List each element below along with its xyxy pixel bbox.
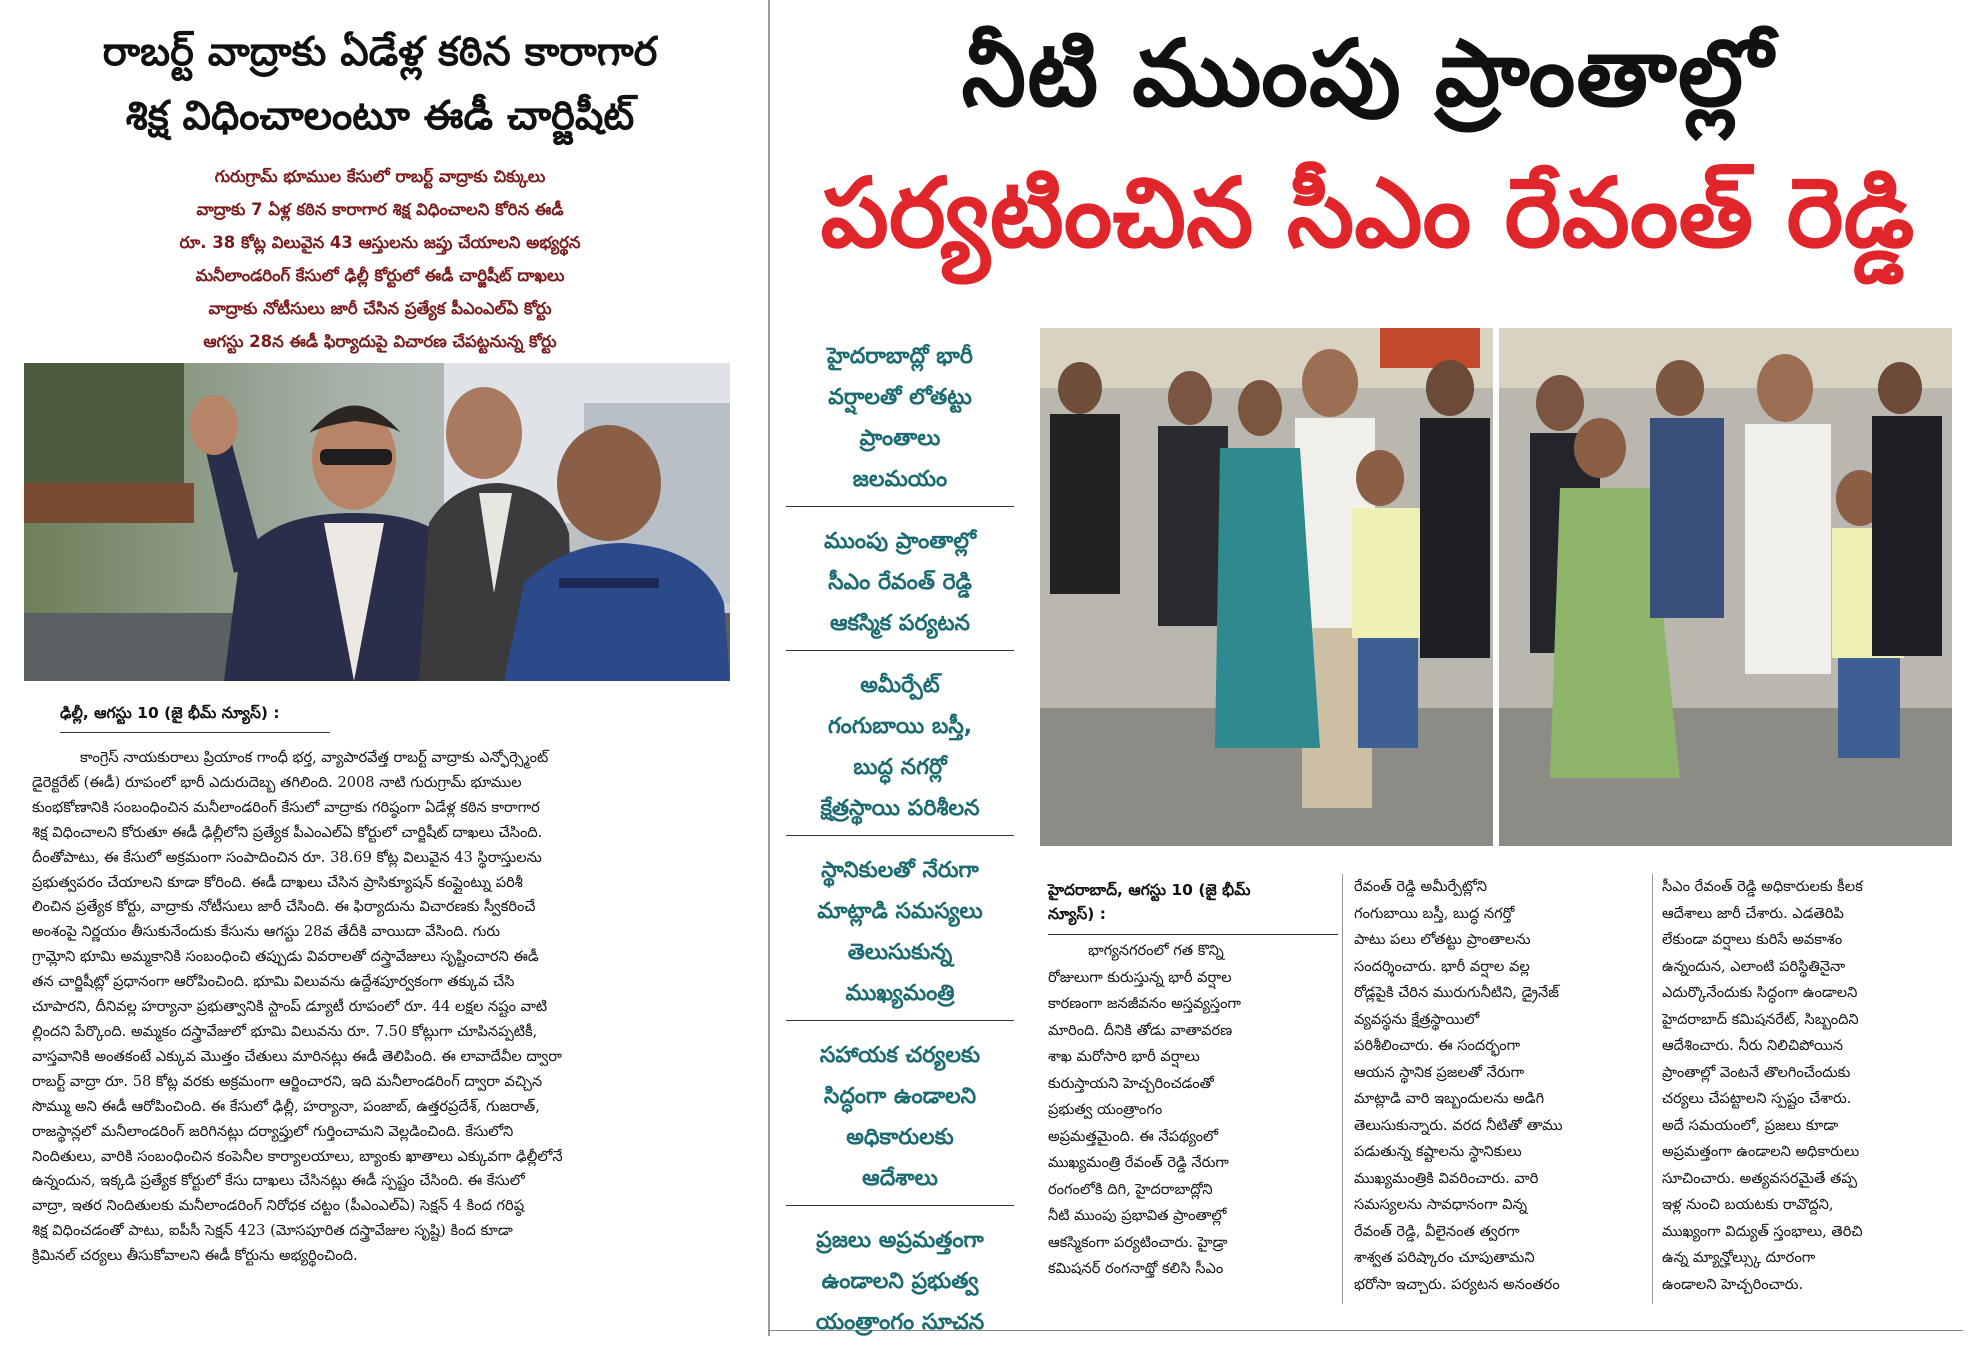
cm-dateline [1048, 878, 1338, 935]
body-line: పడుతున్న కష్టాలను స్థానికులు [1354, 1143, 1522, 1160]
body-line: వాస్తవానికి అంతకంటే ఎక్కువ మొత్తం చేతులు మారినట్లు ఈడీ తెలిపింది. ఈ లావాదేవీల ద్వారా [32, 1047, 562, 1065]
body-line: కమిషనర్ రంగనాథ్తో కలిసి సీఎం [1048, 1260, 1224, 1277]
body-line: సూచించారు. అత్యవసరమైతే తప్ప [1662, 1169, 1858, 1187]
side-point-line: వర్షాలతో లోతట్టు [828, 385, 972, 410]
body-line: శాఖ మరోసారి భారీ వర్షాలు [1048, 1048, 1200, 1065]
side-point-line: గంగుబాయి బస్తీ, [827, 714, 973, 739]
body-line: సొమ్ము అని ఈడీ ఆరోపించింది. ఈ కేసులో ఢిల్లీ, హర్యానా, పంజాబ్, ఉత్తరప్రదేశ్, గుజరాత్, [32, 1097, 540, 1115]
body-line: లేకుండా వర్షాలు కురిసే అవకాశం [1662, 931, 1843, 948]
body-line: తెలుసుకున్నారు. వరద నీటితో తాము [1354, 1116, 1563, 1134]
body-line: ప్రభుత్వ యంత్రాంగం [1048, 1101, 1163, 1118]
body-line: రేవంత్ రెడ్డి, వీలైనంత త్వరగా [1354, 1222, 1520, 1240]
side-point-line: అధికారులకు [846, 1125, 954, 1150]
side-point-line: ఉండాలని ప్రభుత్వ [821, 1269, 979, 1294]
side-point [786, 850, 1014, 1021]
body-line: రోడ్లపైకి చేరిన మురుగునీటిని, డ్రైనేజ్ [1354, 984, 1559, 1001]
side-point [786, 1035, 1014, 1206]
body-line: భరోసా ఇచ్చారు. పర్యటన అనంతరం [1354, 1275, 1560, 1293]
vadra-headline-line: శిక్ష విధించాలంటూ ఈడీ చార్జిషీట్ [125, 93, 635, 139]
body-line: వాద్రా, ఇతర నిందితులకు మనీలాండరింగ్ నిరోధక చట్టం (పీఎంఎల్ఏ) సెక్షన్ 4 కింద గరిష్ఠ [32, 1197, 525, 1215]
side-point-line: తెలుసుకున్న [847, 940, 953, 965]
side-point [786, 521, 1014, 651]
vadra-photo [24, 363, 730, 681]
cm-visit-photo [1040, 328, 1952, 846]
column-divider [768, 0, 770, 1336]
body-line: లించిన ప్రత్యేక కోర్టు, వాద్రాకు నోటీసులు జారీ చేసింది. ఈ ఫిర్యాదును విచారణకు స్వీకరించే [32, 898, 536, 916]
cm-visit-photo-illustration [1040, 328, 1952, 846]
side-point-line: సహాయక చర్యలకు [819, 1043, 981, 1068]
body-line: ఉన్న మ్యాన్హోల్స్కు దూరంగా [1662, 1249, 1816, 1266]
vadra-story [0, 0, 760, 1336]
column-rule [1652, 874, 1653, 1304]
side-point-line: బుద్ధ నగర్లో [853, 755, 947, 780]
side-point-line: ఆదేశాలు [862, 1166, 938, 1191]
side-point-line: సీఎం రేవంత్ రెడ్డి [828, 570, 972, 595]
body-line: ముఖ్యంగా విద్యుత్ స్తంభాలు, తెరిచి [1662, 1222, 1863, 1240]
body-line: అప్రమత్తంగా ఉండాలని అధికారులు [1662, 1143, 1860, 1160]
body-line: ఇళ్ల నుంచి బయటకు రావొద్దని, [1662, 1196, 1834, 1213]
vadra-highlights [60, 160, 700, 358]
body-line: అదే సమయంలో, ప్రజలు కూడా [1662, 1116, 1839, 1134]
side-point-line: ముంపు ప్రాంతాల్లో [824, 529, 976, 554]
body-line: ప్రాంతాల్లో వెంటనే తొలగించేందుకు [1662, 1063, 1851, 1081]
body-line: తన చార్జిషీట్లో ప్రధానంగా ఆరోపించింది. భూమి విలువను ఉద్దేశపూర్వకంగా తక్కువ చేసి [32, 973, 515, 991]
vadra-photo-illustration [24, 363, 730, 681]
body-line: ఉన్నందున, ఎలాంటి పరిస్థితినైనా [1662, 957, 1846, 975]
body-line: చర్యలు చేపట్టాలని స్పష్టం చేశారు. [1662, 1090, 1852, 1107]
body-line: క్రిమినల్ చర్యలు తీసుకోవాలని ఈడీ కోర్టును అభ్యర్థించింది. [32, 1247, 358, 1265]
body-line: గంగుబాయి బస్తీ, బుద్ధ నగర్తో [1354, 904, 1515, 922]
body-line: ప్రభుత్వపరం చేయాలని కూడా కోరింది. ఈడీ దాఖలు చేసిన ప్రాసిక్యూషన్ కంప్లైంట్ను పరిశీ [32, 873, 523, 891]
body-line: కుంభకోణానికి సంబంధించిన మనీలాండరింగ్ కేసులో వాద్రాకు గరిష్ఠంగా ఏడేళ్ల కఠిన కారాగార [32, 798, 540, 816]
cm-body-column-2 [1354, 874, 1644, 1298]
cm-dateline-line: హైదరాబాద్, ఆగస్టు 10 (జై భీమ్ [1048, 881, 1251, 899]
body-line: ఉండాలని హెచ్చరించారు. [1662, 1275, 1804, 1293]
side-point-line: జలమయం [852, 467, 948, 492]
body-line: ముఖ్యమంత్రి రేవంత్ రెడ్డి నేరుగా [1048, 1154, 1229, 1171]
vadra-body [32, 746, 732, 1269]
body-line: దీంతోపాటు, ఈ కేసులో అక్రమంగా సంపాదించిన రూ. 38.69 కోట్ల విలువైన 43 స్థిరాస్తులను [32, 848, 542, 866]
body-line: కారణంగా జనజీవనం అస్తవ్యస్తంగా [1048, 995, 1241, 1012]
highlight-line: రూ. 38 కోట్ల విలువైన 43 ఆస్తులను జప్తు చేయాలని అభ్యర్థన [179, 233, 581, 252]
side-point-line: అమీర్పేట్ [860, 673, 940, 698]
body-line: రంగంలోకి దిగి, హైదరాబాద్లోని [1048, 1180, 1213, 1198]
cm-headline-line1: నీటి ముంపు ప్రాంతాల్లో [961, 20, 1774, 127]
body-line: నీటి ముంపు ప్రభావిత ప్రాంతాల్లో [1048, 1207, 1227, 1224]
body-line: శాశ్వత పరిష్కారం చూపుతామని [1354, 1249, 1535, 1266]
body-line: ఆదేశాలు జారీ చేశారు. ఎడతెరిపి [1662, 904, 1844, 922]
body-line: ఆకస్మికంగా పర్యటించారు. హైడ్రా [1048, 1233, 1228, 1251]
vadra-dateline: ఢిల్లీ, ఆగస్టు 10 (జై భీమ్ న్యూస్) : [60, 704, 330, 733]
side-point-line: సిద్ధంగా ఉండాలని [823, 1084, 977, 1109]
side-point-line: హైదరాబాద్లో భారీ [827, 344, 973, 369]
body-line: మారింది. దీనికి తోడు వాతావరణ [1048, 1021, 1233, 1039]
body-line: ఆదేశించారు. నీరు నిలిచిపోయిన [1662, 1037, 1844, 1054]
body-line: సీఎం రేవంత్ రెడ్డి అధికారులకు కీలక [1662, 878, 1863, 895]
body-line: కాంగ్రెస్ నాయకురాలు ప్రియాంక గాంధీ భర్త, వ్యాపారవేత్త రాబర్ట్ వాద్రాకు ఎన్ఫోర్స్మెంట్ [80, 749, 549, 766]
body-line: రోజులుగా కురుస్తున్న భారీ వర్షాల [1048, 968, 1232, 986]
body-line: పరిశీలించారు. ఈ సందర్భంగా [1354, 1037, 1521, 1054]
body-line: పాటు పలు లోతట్టు ప్రాంతాలను [1354, 931, 1531, 948]
body-line: హైదరాబాద్ కమిషనరేట్, సిబ్బందిని [1662, 1010, 1859, 1028]
side-point-line: ముఖ్యమంత్రి [845, 981, 955, 1006]
body-line: డైరెక్టరేట్ (ఈడీ) రూపంలో భారీ ఎదురుదెబ్బ తగిలింది. 2008 నాటి గురుగ్రామ్ భూముల [32, 773, 522, 791]
body-line: సందర్శించారు. భారీ వర్షాల వల్ల [1354, 957, 1530, 975]
cm-body-column-3 [1662, 874, 1952, 1298]
highlight-line: మనీలాండరింగ్ కేసులో ఢిల్లీ కోర్టులో ఈడీ చార్జిషీట్ దాఖలు [195, 266, 565, 285]
side-point-line: ప్రాంతాలు [859, 426, 941, 451]
highlight-line: వాద్రాకు 7 ఏళ్ల కఠిన కారాగార శిక్ష విధించాలని కోరిన ఈడీ [196, 200, 564, 219]
body-line: ముఖ్యమంత్రికి వివరించారు. వారి [1354, 1169, 1539, 1187]
side-point [786, 1220, 1014, 1349]
column-rule [1342, 874, 1343, 1304]
side-point [786, 665, 1014, 836]
body-line: రాబర్ట్ వాద్రా రూ. 58 కోట్ల వరకు అక్రమంగా ఆర్జించారని, ఇది మనీలాండరింగ్ ద్వారా వచ్చిన [32, 1072, 543, 1090]
body-line: ఆయన స్థానిక ప్రజలతో నేరుగా [1354, 1063, 1525, 1081]
body-line: భాగ్యనగరంలో గత కొన్ని [1088, 942, 1224, 959]
body-line: రేవంత్ రెడ్డి అమీర్పేట్లోని [1354, 878, 1487, 895]
side-point-line: యంత్రాంగం సూచన [815, 1310, 985, 1335]
body-line: నిందితులు, వారికి సంబంధించిన కంపెనీల కార్యాలయాలు, బ్యాంకు ఖాతాలు ఎక్కువగా ఢిల్లీలోనే [32, 1147, 563, 1165]
side-point-line: ప్రజలు అప్రమత్తంగా [816, 1228, 984, 1253]
body-line: శిక్ష విధించాలని కోరుతూ ఈడీ ఢిల్లీలోని ప్రత్యేక పీఎంఎల్ఏ కోర్టులో చార్జిషీట్ దాఖలు చేసింది. [32, 823, 543, 841]
cm-body-column-1 [1048, 938, 1328, 1283]
vadra-headline [12, 20, 748, 148]
side-point-line: ఆకస్మిక పర్యటన [830, 611, 970, 636]
body-line: ల్లిందని పేర్కొంది. అమ్మకం దస్త్రావేజులో భూమి విలువను రూ. 7.50 కోట్లుగా చూపినప్పటికీ, [32, 1022, 538, 1040]
vadra-headline-line: రాబర్ట్ వాద్రాకు ఏడేళ్ల కఠిన కారాగార [102, 29, 658, 75]
cm-dateline-line: న్యూస్) : [1048, 905, 1106, 923]
highlight-line: వాద్రాకు నోటీసులు జారీ చేసిన ప్రత్యేక పీఎంఎల్ఏ కోర్టు [208, 299, 552, 318]
body-line: ఉన్నందున, ఇక్కడి ప్రత్యేక కోర్టులో కేసు దాఖలు చేసినట్లు ఈడీ స్పష్టం చేసింది. ఈ కేసులో [32, 1172, 525, 1190]
cm-side-highlights [786, 336, 1014, 1363]
body-line: అప్రమత్తమైంది. ఈ నేపథ్యంలో [1048, 1127, 1219, 1145]
side-point-line: స్థానికులతో నేరుగా [821, 858, 979, 883]
body-line: శిక్ష విధించడంతో పాటు, ఐపీసీ సెక్షన్ 423 (మోసపూరిత దస్త్రావేజుల సృష్టి) కింద కూడా [32, 1222, 513, 1240]
side-point-line: క్షేత్రస్థాయి పరిశీలన [820, 796, 980, 821]
body-line: ఎదుర్కొనేందుకు సిద్ధంగా ఉండాలని [1662, 984, 1858, 1001]
body-line: మాట్లాడి వారి ఇబ్బందులను అడిగి [1354, 1090, 1545, 1107]
body-line: కురుస్తాయని హెచ్చరించడంతో [1048, 1074, 1214, 1092]
cm-headline-line2: పర్యటించిన సీఎం రేవంత్ రెడ్డి [820, 157, 1915, 269]
body-line: రాజస్థాన్లలో మనీలాండరింగ్ జరిగినట్లు దర్యాప్తులో గుర్తించామని వెల్లడించింది. కేసులోని [32, 1122, 514, 1140]
body-line: సమస్యలను సావధానంగా విన్న [1354, 1196, 1528, 1213]
highlight-line: గురుగ్రామ్ భూముల కేసులో రాబర్ట్ వాద్రాకు చిక్కులు [214, 167, 546, 186]
side-point-line: మాట్లాడి సమస్యలు [817, 899, 983, 924]
side-point [786, 336, 1014, 507]
body-line: గ్రామ్లోని భూమి అమ్మకానికి సంబంధించి తప్పుడు వివరాలతో దస్త్రావేజులు సృష్టించారని ఈడీ [32, 948, 539, 966]
highlight-line: ఆగస్టు 28న ఈడీ ఫిర్యాదుపై విచారణ చేపట్టనున్న కోర్టు [203, 332, 557, 351]
body-line: చూపారని, దీనివల్ల హర్యానా ప్రభుత్వానికి స్టాంప్ డ్యూటీ రూపంలో రూ. 44 లక్షల నష్టం వాటి [32, 998, 548, 1016]
body-line: అంశంపై నిర్ణయం తీసుకునేందుకు కేసును ఆగస్టు 28వ తేదీకి వాయిదా వేసింది. గురు [32, 923, 501, 941]
body-line: వ్యవస్థను క్షేత్రస్థాయిలో [1354, 1010, 1480, 1028]
